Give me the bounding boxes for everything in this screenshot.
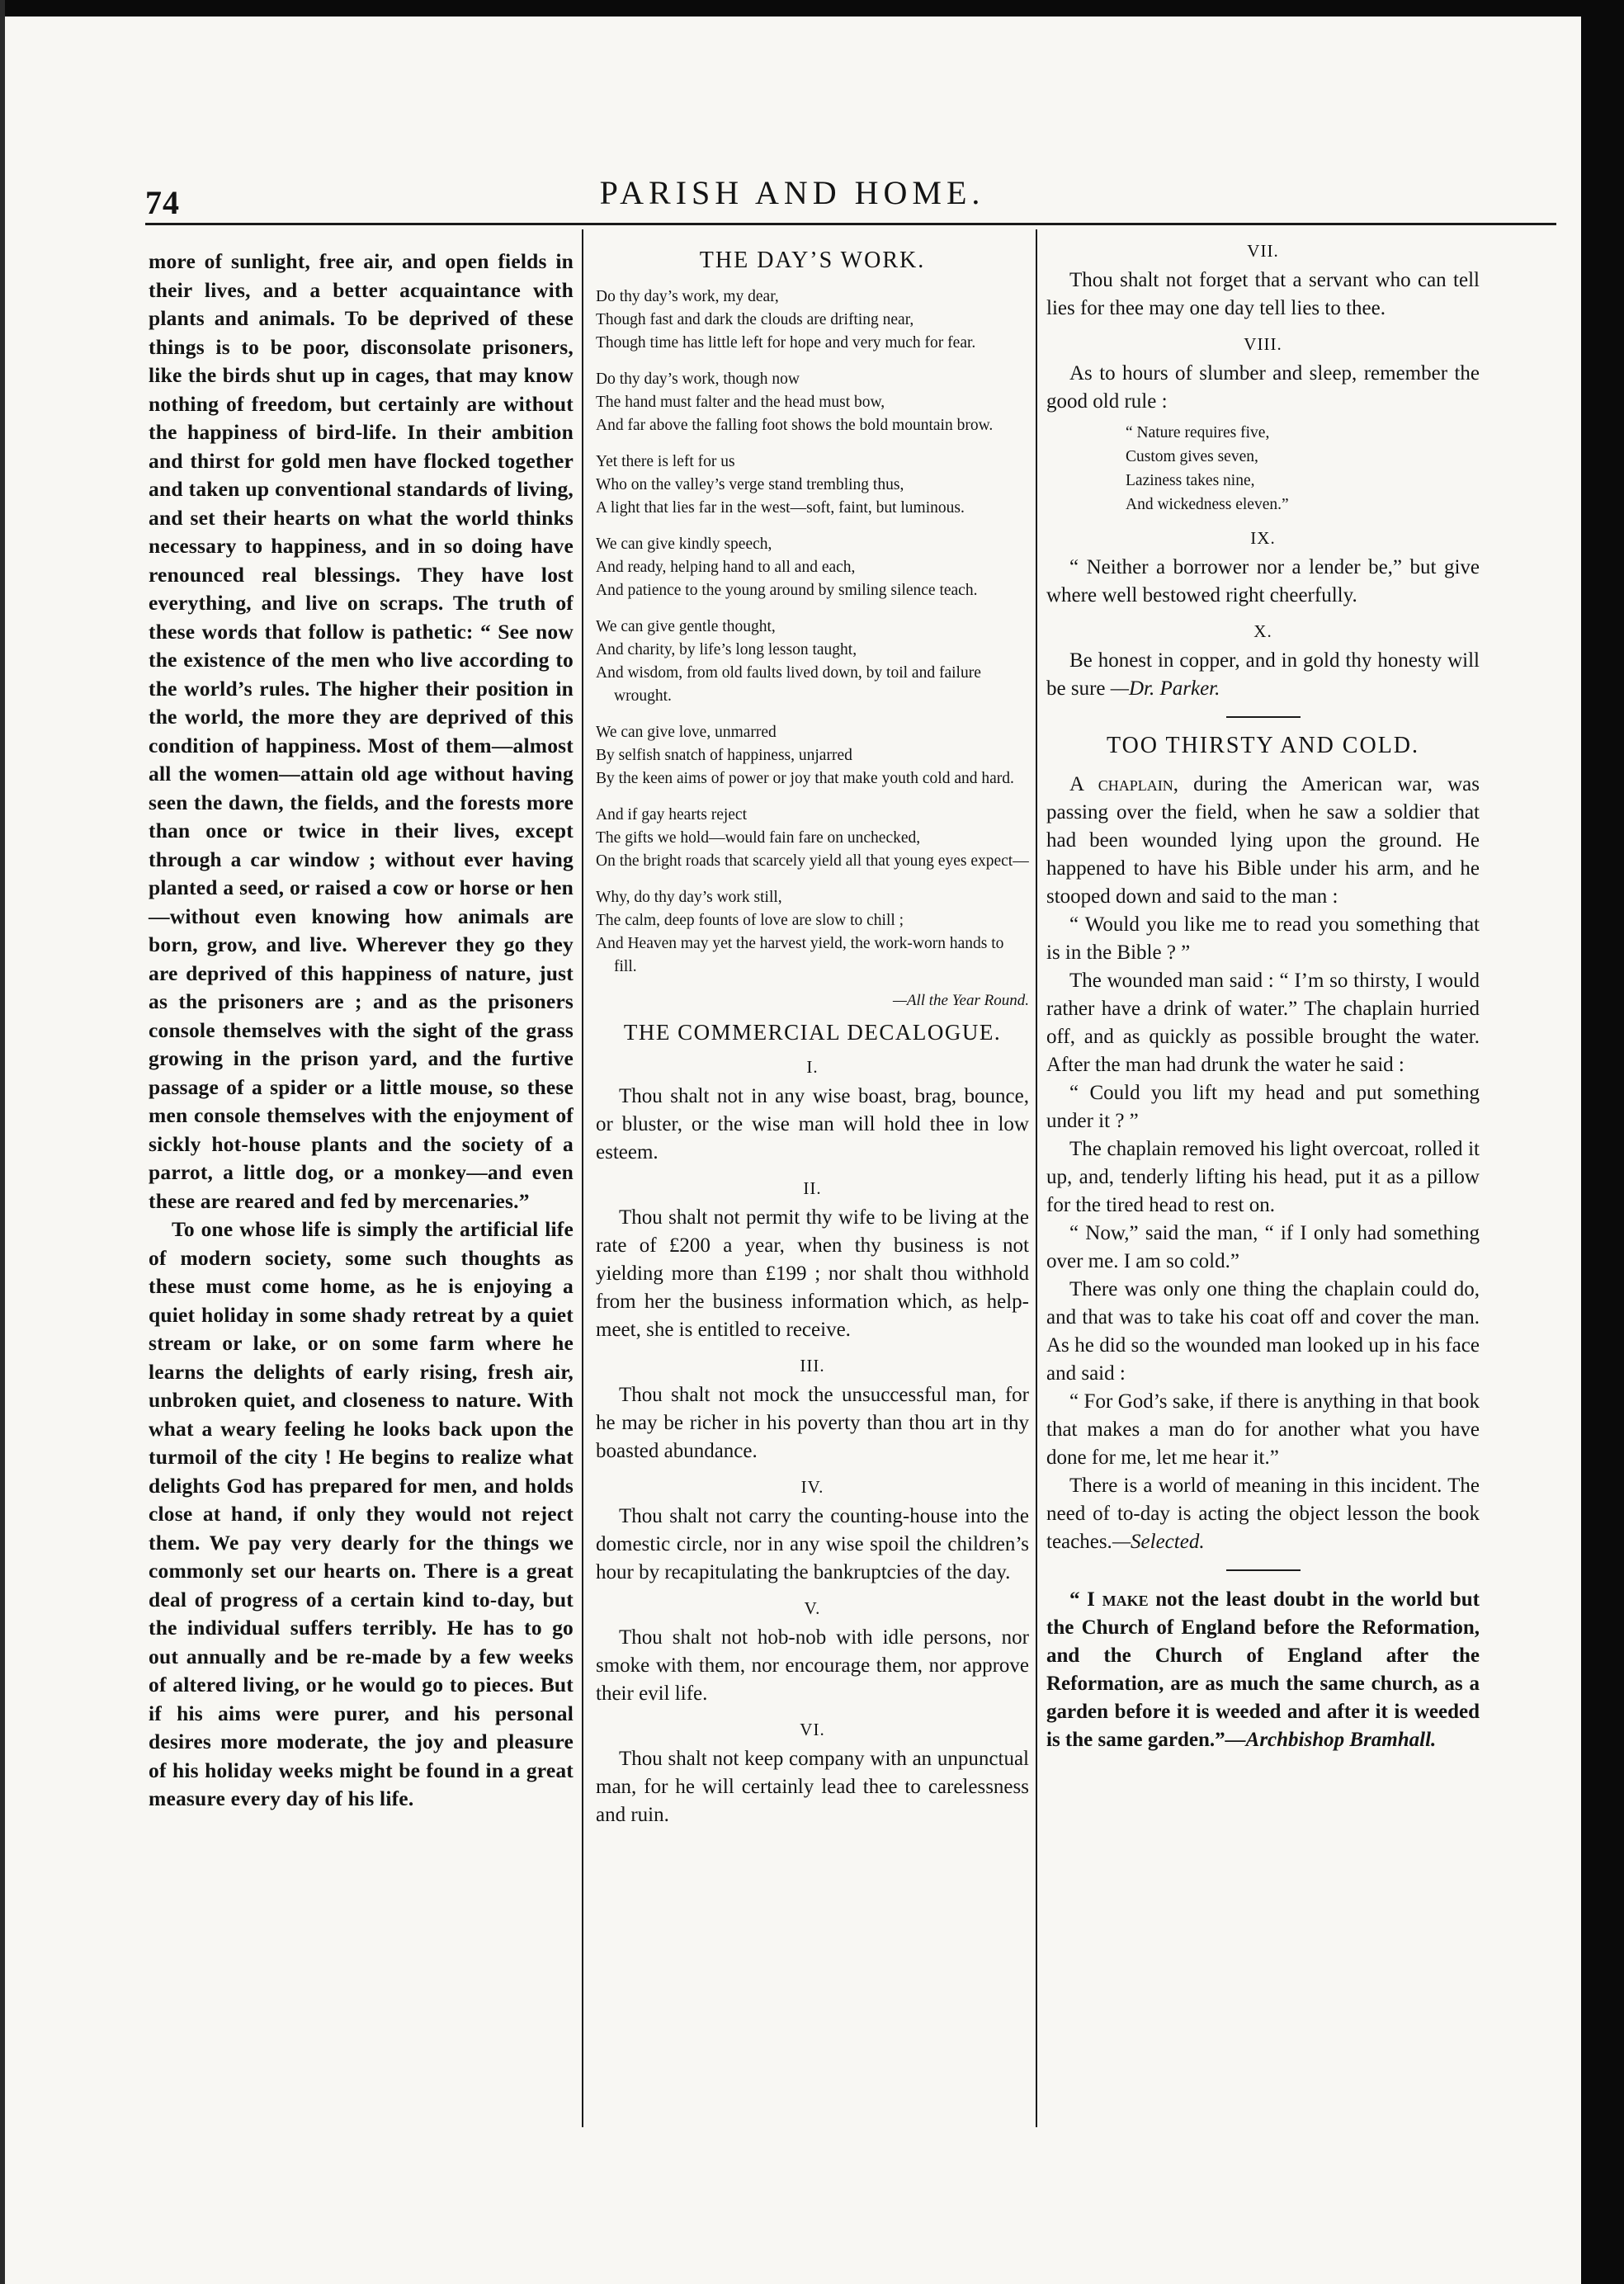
article-paragraph: more of sunlight, free air, and open fields in their lives, and a better acquaintance with plants and animals. To be deprived of these things is to be poor, disconsolate prisoners, like the birds shut up in cages, that may know nothing of freedom, but certainly are without the happiness of bird-life. In their ambition and thirst for gold men have flocked together and taken up conventional standards of living, and set their hearts on what the world thinks necessary to happiness, and in so doing have renounced real blessings. They have lost everything, and live on scraps. The truth of these words that follow is pathetic: “ See now the existence of the men who live according to the world’s rules. The higher their position in the world, the more they are deprived of this condition of happiness. Most of them—almost all the women—attain old age without having seen the dawn, the fields, and the forests more than once or twice in their lives, except through a car window ; without ever having planted a seed, or raised a cow or horse or hen—without even knowing how animals are born, grow, and live. Wherever they go they are deprived of this happiness of nature, just as the prisoners are ; and as the prisoners console themselves with the sight of the grass growing in the prison yard, and the furtive passage of a spider or a little mouse, so these men console themselves with the enjoyment of sickly hot-house plants and the society of a parrot, a little dog, or a monkey—and even these are reared and fed by mercenaries.” [149,249,574,1213]
decalogue-title: THE COMMERCIAL DECALOGUE. [623,1020,1002,1045]
poem-line: Do thy day’s work, my dear, [596,288,779,305]
commandment-number: I. [806,1057,819,1077]
poem-line: Though fast and dark the clouds are drifting near, [596,311,914,328]
scan-left-edge [0,0,5,2284]
poem-line: Yet there is left for us [596,453,735,470]
commandment-number: X. [1253,621,1272,641]
poem-line: We can give love, unmarred [596,724,777,741]
commandment-number: VII. [1247,241,1279,261]
commandment-text: Thou shalt not forget that a servant who can tell lies for thee may one day tell lies to thee. [1046,269,1480,319]
poem-line: On the bright roads that scarcely yield all that young eyes expect— [596,852,1029,870]
poem-body [596,286,1029,979]
scan-top-border [0,0,1624,17]
poem-stanza [596,368,1029,437]
page-number: 74 [145,184,180,221]
masthead-title: PARISH AND HOME. [599,174,985,211]
commandment-number: VIII. [1244,334,1282,354]
story-title: TOO THIRSTY AND COLD. [1106,733,1420,758]
poem-attribution: —All the Year Round. [892,992,1029,1009]
poem-line: And wisdom, from old faults lived down, by toil and failure wrought. [596,664,981,705]
poem-line: And Heaven may yet the harvest yield, the work-worn hands to fill. [596,935,1004,975]
quote-paragraph: “ I make not the least doubt in the world but the Church of England before the Reformation, and the Church of England after the Reformation, are as much the same church, as a garden before it is weeded and after it is weeded is the same garden.”—Archbishop Bramhall. [1046,1588,1480,1751]
story-paragraph: “ For God’s sake, if there is anything in that book that makes a man do for another what you have done for me, let me hear it.” [1046,1390,1480,1469]
story-paragraph: There was only one thing the chaplain could do, and that was to take his coat off and cover the man. As he did so the wounded man looked up in his face and said : [1046,1278,1480,1385]
commandment-text: Thou shalt not in any wise boast, brag, bounce, or bluster, or the wise man will hold thee in low esteem. [596,1085,1029,1163]
poem-line: Though time has little left for hope and very much for fear. [596,334,976,352]
column-divider-2 [1036,229,1037,2127]
column-right [1046,241,1480,1754]
poem-line: The gifts we hold—would fain fare on unchecked, [596,829,921,847]
poem-line: A light that lies far in the west—soft, faint, but luminous. [596,499,965,517]
column-middle [596,248,1029,1829]
poem-line: Who on the valley’s verge stand trembling thus, [596,476,904,493]
commandment-text: “ Neither a borrower nor a lender be,” but give where well bestowed right cheerfully. [1046,556,1480,606]
commandment-number: IV. [800,1477,824,1497]
poem-line: And patience to the young around by smiling silence teach. [596,582,978,599]
poem-stanza [596,286,1029,355]
story-paragraph: There is a world of meaning in this incident. The need of to-day is acting the object lesson the book teaches.—Selected. [1046,1475,1480,1553]
poem-line: Why, do thy day’s work still, [596,889,782,906]
commandment-number: VI. [800,1720,825,1739]
commandment-text: As to hours of slumber and sleep, remember the good old rule : [1046,362,1480,413]
poem-stanza [596,451,1029,520]
poem-title: THE DAY’S WORK. [699,248,926,273]
story-paragraph: The wounded man said : “ I’m so thirsty, I would rather have a drink of water.” The chaplain hurried off, and as quickly as possible brought the water. After the man had drunk the water he said : [1046,970,1480,1076]
poem-line: And far above the falling foot shows the bold mountain brow. [596,417,994,434]
poem-line: By selfish snatch of happiness, unjarred [596,747,852,764]
story-paragraph: “ Would you like me to read you something that is in the Bible ? ” [1046,913,1480,964]
poem-line: The hand must falter and the head must bow, [596,394,885,411]
poem-line: And ready, helping hand to all and each, [596,559,856,576]
decalogue-items-continued [1046,241,1480,703]
commandment-number: V. [804,1598,821,1618]
poem-line: The calm, deep founts of love are slow to chill ; [596,912,904,929]
column-divider-1 [582,229,583,2127]
poem-line: And charity, by life’s long lesson taught, [596,641,857,658]
sleep-rule-verse: “ Nature requires five, Custom gives seven, Laziness takes nine, And wickedness eleven.” [1126,424,1289,513]
scan-right-border [1581,0,1624,2284]
poem-line: And if gay hearts reject [596,806,748,823]
commandment-text: Thou shalt not hob-nob with idle persons, nor smoke with them, nor encourage them, nor approve their evil life. [596,1626,1029,1705]
poem-line: By the keen aims of power or joy that make youth cold and hard. [596,770,1014,787]
commandment-text: Thou shalt not mock the unsuccessful man, for he may be richer in his poverty than thou art in thy boasted abundance. [596,1384,1029,1462]
decalogue-items [596,1057,1029,1829]
poem-line: We can give kindly speech, [596,536,772,553]
header-rule [145,223,1556,225]
commandment-number: II. [803,1178,822,1198]
commandment-text: Thou shalt not permit thy wife to be living at the rate of £200 a year, when thy business is not yielding more than £199 ; nor shalt thou withhold from her the business information which, as help-meet, she is entitled to receive. [596,1206,1029,1341]
commandment-number: IX. [1250,528,1276,548]
section-separator [1226,716,1301,718]
poem-line: We can give gentle thought, [596,618,776,635]
poem-stanza [596,886,1029,979]
story-paragraph: “ Now,” said the man, “ if I only had something over me. I am so cold.” [1046,1222,1480,1272]
poem-stanza [596,804,1029,873]
story-paragraph: A chaplain, during the American war, was passing over the field, when he saw a soldier that had been wounded lying upon the ground. He happened to have his Bible under his arm, and he stooped down and said to the man : [1046,773,1480,908]
commandment-text: Thou shalt not keep company with an unpunctual man, for he will certainly lead thee to carelessness and ruin. [596,1748,1029,1826]
story-paragraph: The chaplain removed his light overcoat, rolled it up, and, tenderly lifting his head, put it as a pillow for the tired head to rest on. [1046,1138,1480,1216]
column-left [149,248,574,1814]
poem-stanza [596,721,1029,790]
article-paragraph: To one whose life is simply the artificial life of modern society, some such thoughts as these must come home, as he is enjoying a quiet holiday in some shady retreat by a quiet stream or lake, or on some farm where he learns the delights of early rising, fresh air, unbroken quiet, and closeness to nature. With what a weary feeling he looks back upon the turmoil of the city ! He begins to realize what delights God has prepared for men, and holds close at hand, if only they would not reject them. We pay very dearly for the things we commonly set our hearts on. There is a great deal of progress of a certain kind to-day, but the individual suffers terribly. He has to go out annually and be re-made by a few weeks of altered living, or he would go to pieces. But if his aims were purer, and his personal desires more moderate, the joy and pleasure of his holiday weeks might be found in a great measure every day of his life. [149,1217,574,1810]
story-paragraph: “ Could you lift my head and put something under it ? ” [1046,1082,1480,1132]
commandment-text: Thou shalt not carry the counting-house into the domestic circle, nor in any wise spoil the children’s hour by recapitulating the bankruptcies of the day. [596,1505,1029,1583]
poem-stanza [596,533,1029,602]
poem-line: Do thy day’s work, though now [596,370,800,388]
commandment-number: III. [800,1356,825,1376]
poem-stanza [596,616,1029,708]
commandment-text: Be honest in copper, and in gold thy honesty will be sure —Dr. Parker. [1046,649,1480,700]
section-separator [1226,1569,1301,1571]
decalogue-attribution: —Dr. Parker. [1110,677,1220,700]
